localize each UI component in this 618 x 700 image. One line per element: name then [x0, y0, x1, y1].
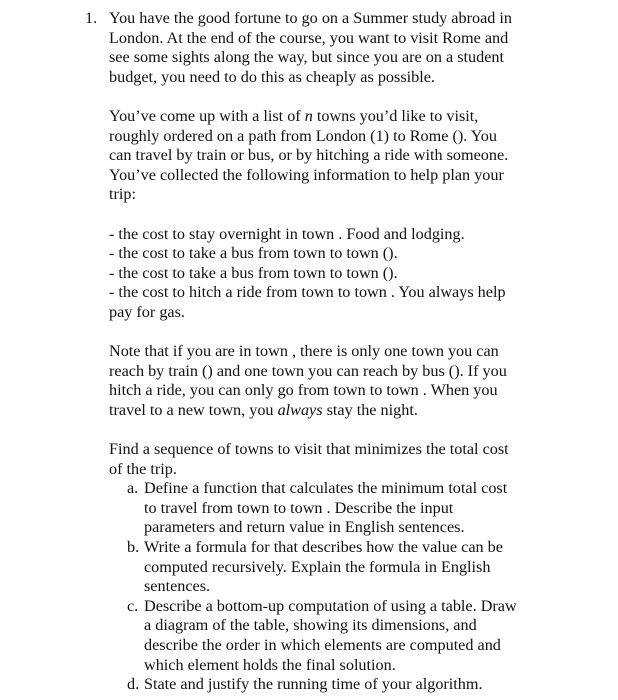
text-fragment: stay the night. — [326, 400, 418, 419]
text-line: trip: — [109, 185, 136, 204]
setup-paragraph — [109, 107, 555, 205]
text-line — [109, 401, 555, 421]
subpart-c — [109, 597, 555, 675]
find-paragraph — [109, 440, 555, 479]
text-line: You have the good fortune to go on a Summer study abroad in — [109, 9, 512, 27]
subpart-b — [109, 538, 555, 597]
text-fragment: towns you’d like to visit, — [316, 106, 479, 125]
variable-n: n — [304, 106, 313, 125]
text-line: roughly ordered on a path from London (1) to Rome (). You — [109, 126, 497, 145]
text-line: parameters and return value in English sentences. — [144, 518, 465, 537]
cost-item: - the cost to hitch a ride from town to town . You always help — [109, 283, 506, 302]
text-line: Note that if you are in town , there is only one town you can — [109, 342, 499, 361]
text-line: to travel from town to town . Describe the input — [144, 498, 454, 517]
text-line: computed recursively. Explain the formula in English — [144, 557, 491, 576]
text-line: Write a formula for that describes how the value can be — [144, 538, 503, 557]
text-line — [109, 107, 555, 127]
text-fragment: travel to a new town, you — [109, 400, 274, 419]
question-number: 1. — [85, 9, 98, 27]
text-line: hitch a ride, you can only go from town to town . When you — [109, 381, 498, 400]
cost-item: - the cost to stay overnight in town . Food and lodging. — [109, 224, 465, 243]
text-line: can travel by train or bus, or by hitching a ride with someone. — [109, 146, 509, 165]
text-line: of the trip. — [109, 459, 177, 478]
text-line: Find a sequence of towns to visit that minimizes the total cost — [109, 440, 509, 459]
text-line: sentences. — [144, 577, 211, 596]
text-line: Define a function that calculates the minimum total cost — [144, 479, 508, 498]
text-fragment: You’ve come up with a list of — [109, 106, 301, 125]
question-1 — [85, 9, 555, 695]
cost-list — [109, 225, 555, 323]
intro-paragraph — [109, 9, 555, 87]
text-line: see some sights along the way, but since you are on a student — [109, 48, 505, 67]
text-line: reach by train () and one town you can reach by bus (). If you — [109, 361, 507, 380]
subpart-letter: b. — [127, 538, 140, 557]
text-line: a diagram of the table, showing its dimensions, and — [144, 616, 477, 635]
subpart-letter: a. — [127, 479, 139, 498]
text-line: Describe a bottom-up computation of using a table. Draw — [144, 596, 517, 615]
text-line: London. At the end of the course, you want to visit Rome and — [109, 28, 509, 47]
text-line: budget, you need to do this as cheaply as possible. — [109, 67, 435, 86]
subpart-letter: c. — [127, 596, 139, 615]
subpart-list — [109, 479, 555, 695]
emphasis-always: always — [277, 400, 323, 419]
question-body — [109, 9, 555, 695]
note-paragraph — [109, 342, 555, 420]
subpart-d — [109, 675, 555, 695]
text-line: which element holds the final solution. — [144, 655, 396, 674]
text-line: State and justify the running time of your algorithm. — [144, 675, 483, 694]
subpart-letter: d. — [127, 675, 140, 694]
text-line: describe the order in which elements are computed and — [144, 636, 501, 654]
text-line: You’ve collected the following information to help plan your — [109, 165, 504, 184]
cost-item: - the cost to take a bus from town to town (). — [109, 244, 398, 263]
cost-item: pay for gas. — [109, 302, 185, 321]
subpart-a — [109, 479, 555, 538]
cost-item: - the cost to take a bus from town to town (). — [109, 263, 398, 282]
